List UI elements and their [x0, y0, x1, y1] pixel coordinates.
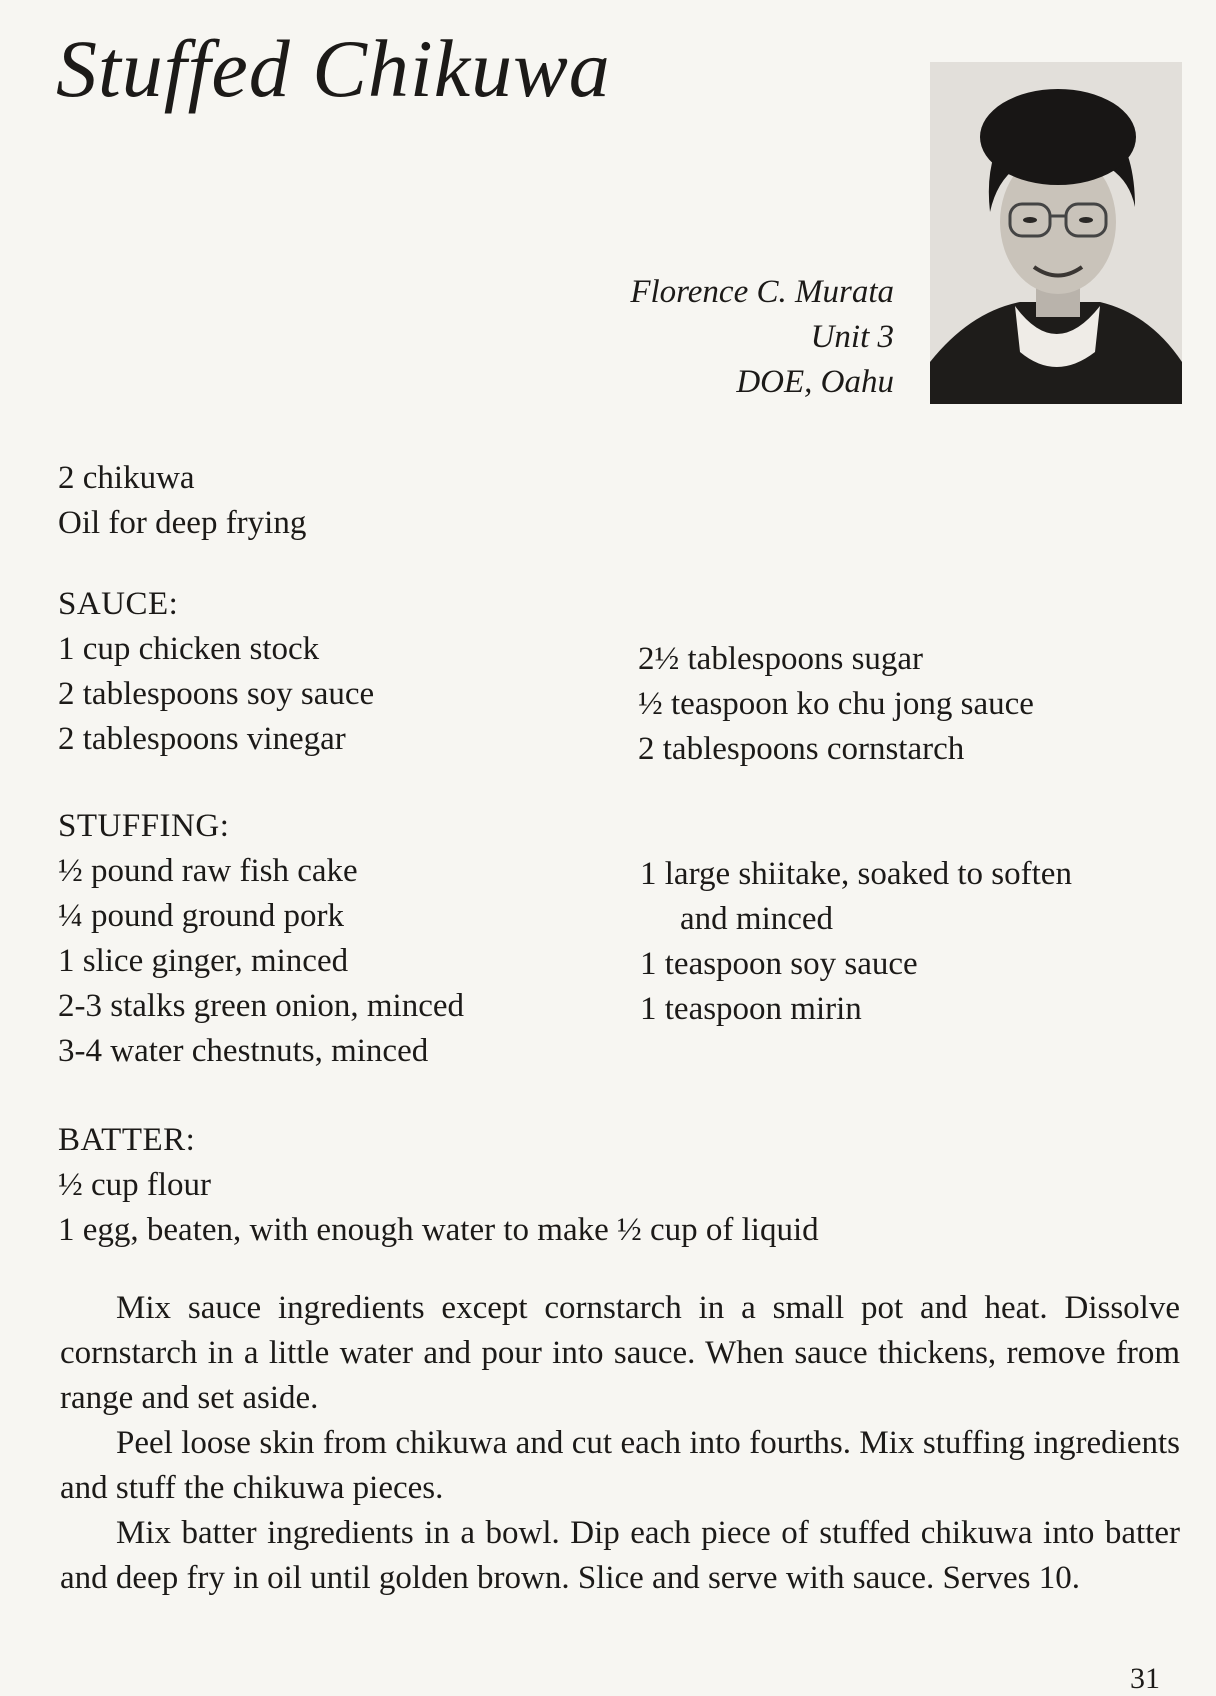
- stuffing-heading: STUFFING:: [58, 808, 230, 844]
- recipe-title: Stuffed Chikuwa: [56, 23, 611, 114]
- ingredient-item: 1 slice ginger, minced: [58, 943, 349, 979]
- ingredient-item: ½ teaspoon ko chu jong sauce: [638, 686, 1034, 722]
- ingredient-item-continued: and minced: [680, 901, 834, 937]
- author-credit: [630, 270, 894, 405]
- stuffing-section: [58, 804, 464, 1074]
- batter-heading: BATTER:: [58, 1122, 196, 1158]
- ingredient-item: 1 teaspoon soy sauce: [640, 946, 918, 982]
- ingredient-item: 1 large shiitake, soaked to soften: [640, 856, 1072, 892]
- ingredient-item: 1 egg, beaten, with enough water to make ½ cup of liquid: [58, 1212, 819, 1248]
- instruction-paragraph: Peel loose skin from chikuwa and cut each into fourths. Mix stuffing ingredients and stuff the chikuwa pieces.: [60, 1425, 1180, 1506]
- ingredient-item: 2 chikuwa: [58, 460, 195, 496]
- ingredient-item: ¼ pound ground pork: [58, 898, 344, 934]
- batter-section: [58, 1118, 819, 1253]
- ingredient-item: 2 tablespoons vinegar: [58, 721, 346, 757]
- author-unit: Unit 3: [810, 319, 894, 355]
- ingredient-item: 2½ tablespoons sugar: [638, 641, 924, 677]
- author-photo: [930, 62, 1182, 404]
- page-number: 31: [1130, 1662, 1160, 1695]
- instruction-paragraph: Mix batter ingredients in a bowl. Dip each piece of stuffed chikuwa into batter and deep fry in oil until golden brown. Slice and serve with sauce. Serves 10.: [60, 1515, 1180, 1596]
- ingredient-item: 3-4 water chestnuts, minced: [58, 1033, 429, 1069]
- ingredient-item: Oil for deep frying: [58, 505, 307, 541]
- ingredient-item: ½ cup flour: [58, 1167, 212, 1203]
- ingredient-item: 2 tablespoons cornstarch: [638, 731, 965, 767]
- author-location: DOE, Oahu: [736, 364, 894, 400]
- instructions: [60, 1286, 1180, 1601]
- ingredient-item: 2-3 stalks green onion, minced: [58, 988, 464, 1024]
- stuffing-right-column: [640, 852, 1072, 1032]
- ingredient-item: 2 tablespoons soy sauce: [58, 676, 375, 712]
- author-name: Florence C. Murata: [630, 274, 894, 310]
- sauce-right-column: [638, 637, 1034, 772]
- instruction-paragraph: Mix sauce ingredients except cornstarch in a small pot and heat. Dissolve cornstarch in a little water and pour into sauce. When sauce thickens, remove from range and set aside.: [60, 1290, 1180, 1416]
- base-ingredients: [58, 456, 306, 546]
- ingredient-item: 1 cup chicken stock: [58, 631, 320, 667]
- sauce-section: [58, 582, 374, 762]
- ingredient-item: ½ pound raw fish cake: [58, 853, 358, 889]
- sauce-heading: SAUCE:: [58, 586, 179, 622]
- ingredient-item: 1 teaspoon mirin: [640, 991, 862, 1027]
